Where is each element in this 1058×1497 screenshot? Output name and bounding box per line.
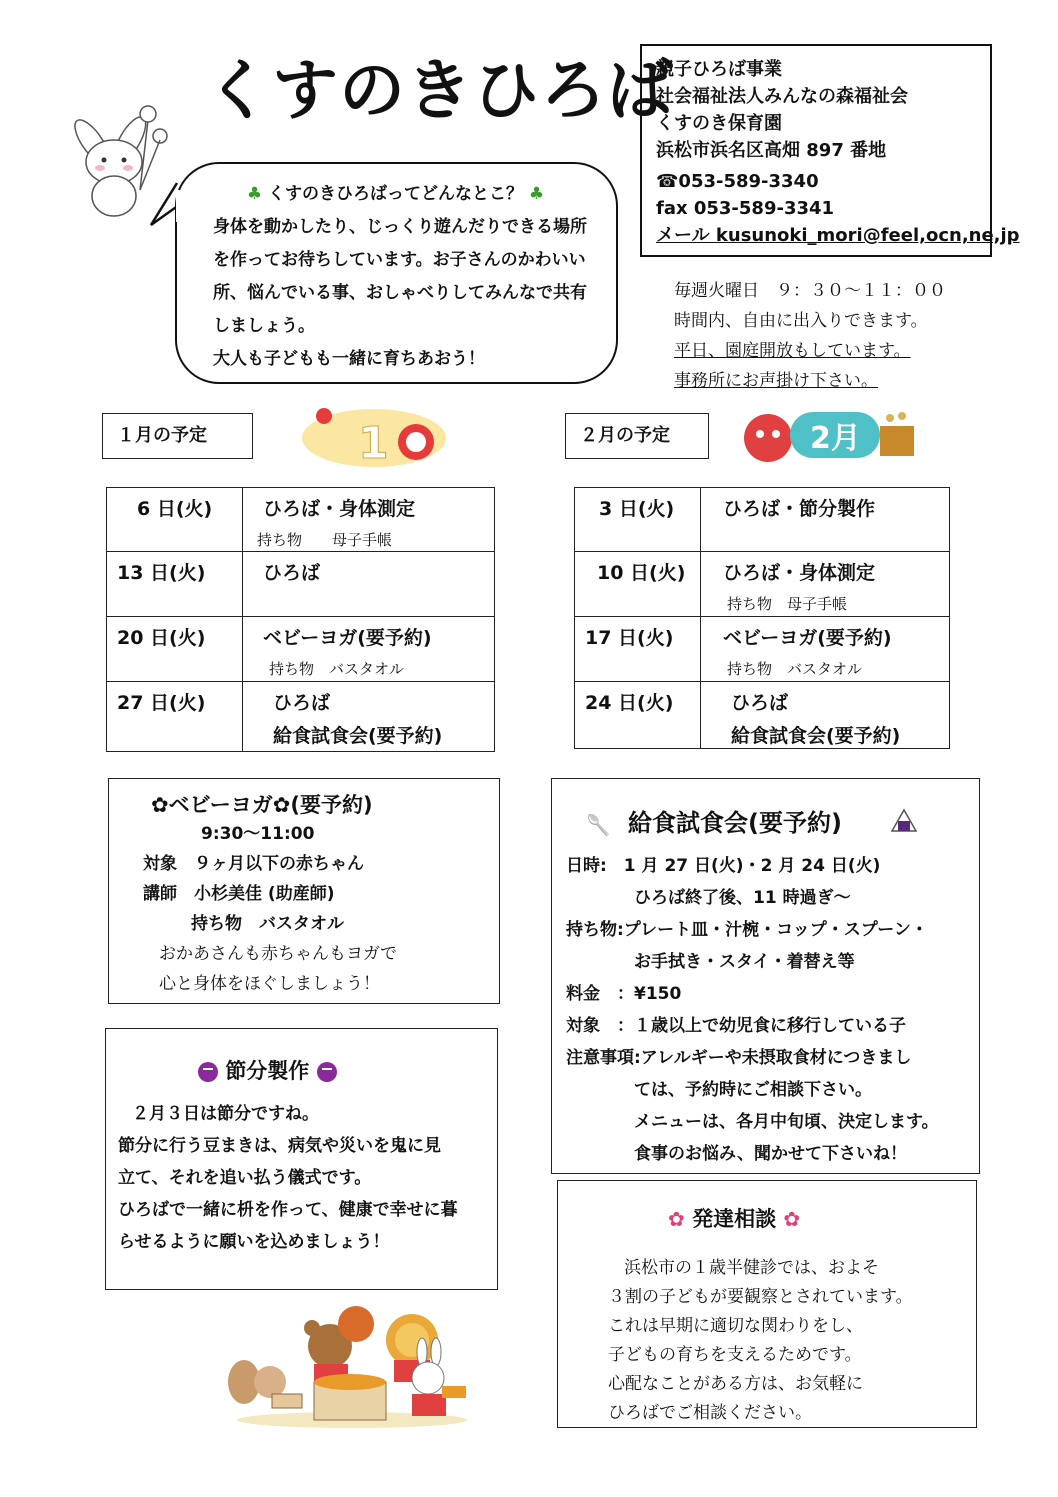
- consult-line: 心配なことがある方は、お気軽に: [608, 1374, 863, 1394]
- table-row: [107, 488, 495, 552]
- schedule-event: ひろば: [263, 562, 321, 584]
- schedule-note: 持ち物 母子手帳: [727, 595, 848, 613]
- january-badge: 1: [358, 418, 389, 468]
- setsubun-title: 節分製作: [225, 1059, 310, 1083]
- oni-mask-figure: [338, 1306, 374, 1342]
- clover-icon: ♣: [246, 184, 263, 204]
- schedule-date: 13 日(火): [107, 552, 243, 617]
- oni-icon: [198, 1062, 218, 1082]
- table-row: [575, 682, 950, 749]
- hours-line: 事務所にお声掛け下さい。: [674, 371, 878, 391]
- yoga-title-suffix: (要予約): [290, 793, 373, 817]
- intro-line: 大人も子どもも一緒に育ちあおう！: [213, 349, 485, 369]
- schedule-date: 17 日(火): [575, 617, 701, 682]
- intro-line: しましょう。: [213, 316, 315, 336]
- schedule-event: ベビーヨガ(要予約): [723, 627, 892, 649]
- yoga-items: 持ち物 バスタオル: [191, 914, 344, 934]
- schedule-event: ひろば・身体測定: [263, 498, 416, 520]
- hours-line: 平日、園庭開放もしています。: [674, 341, 911, 361]
- flower-icon: ✿: [151, 793, 169, 817]
- schedule-note: 持ち物 バスタオル: [727, 660, 863, 678]
- schedule-event: ベビーヨガ(要予約): [263, 627, 432, 649]
- consult-line: ひろばでご相談ください。: [608, 1403, 812, 1423]
- yoga-note: 心と身体をほぐしましょう！: [159, 974, 380, 994]
- org-corporation: 社会福祉法人みんなの森福祉会: [656, 86, 908, 107]
- consult-line: ３割の子どもが要観察とされています。: [608, 1287, 913, 1307]
- lunch-line: 対象 ：１歳以上で幼児食に移行している子: [566, 1016, 906, 1036]
- february-label: ２月の予定: [565, 413, 709, 459]
- org-address: 浜松市浜名区高畑 897 番地: [656, 140, 887, 161]
- org-email[interactable]: メール kusunoki_mori@feel,ocn,ne,jp: [656, 225, 1020, 246]
- lunch-trial-box: [551, 778, 980, 1174]
- schedule-event: ひろば: [731, 692, 789, 714]
- lunch-line: メニューは、各月中旬頃、決定します。: [566, 1112, 939, 1132]
- january-illustration: [300, 402, 448, 468]
- setsubun-box: [105, 1028, 498, 1290]
- oni-icon: [317, 1062, 337, 1082]
- hibiscus-icon: ✿: [783, 1207, 801, 1231]
- setsubun-line: 立て、それを追い払う儀式です。: [118, 1168, 372, 1188]
- table-row: [575, 552, 950, 617]
- yoga-title: ベビーヨガ: [168, 793, 273, 817]
- org-program: 親子ひろば事業: [656, 59, 782, 80]
- spoon-icon: 🥄: [586, 813, 611, 837]
- february-illustration: [740, 404, 922, 466]
- setsubun-animals-illustration: [222, 1300, 472, 1430]
- org-nursery: くすのき保育園: [656, 113, 782, 134]
- consult-line: 浜松市の１歳半健診では、およそ: [624, 1258, 879, 1278]
- lunch-line: 注意事項:アレルギーや未摂取食材につきまし: [566, 1048, 912, 1068]
- lunch-line: ひろば終了後、11 時過ぎ～: [566, 888, 851, 908]
- hours-line: 毎週火曜日 ９：３０～１１：００: [674, 281, 946, 301]
- schedule-date: 24 日(火): [575, 682, 701, 749]
- schedule-date: 6 日(火): [107, 488, 243, 552]
- baby-yoga-box: [108, 778, 500, 1004]
- opening-hours: [674, 276, 946, 396]
- intro-line: を作ってお待ちしています。お子さんのかわいい: [213, 250, 586, 270]
- bean-box: [314, 1374, 386, 1420]
- schedule-date: 20 日(火): [107, 617, 243, 682]
- schedule-event: ひろば・身体測定: [723, 562, 876, 584]
- intro-bubble: [175, 162, 618, 384]
- yoga-target: 対象 ９ヶ月以下の赤ちゃん: [143, 854, 364, 874]
- lunch-line: ては、予約時にご相談下さい。: [566, 1080, 872, 1100]
- consult-line: 子どもの育ちを支えるためです。: [608, 1345, 862, 1365]
- intro-heading: くすのきひろばってどんなとこ？: [268, 184, 523, 204]
- lunch-title: 給食試食会(要予約): [628, 809, 842, 837]
- rabbit-figure: [412, 1338, 466, 1416]
- yoga-note: おかあさんも赤ちゃんもヨガで: [159, 944, 397, 964]
- lunch-line: 料金 ：¥150: [566, 984, 682, 1004]
- table-row: [575, 617, 950, 682]
- yoga-teacher: 講師 小杉美佳 (助産師): [143, 884, 335, 904]
- schedule-note: 給食試食会(要予約): [273, 725, 443, 747]
- schedule-date: 10 日(火): [575, 552, 701, 617]
- schedule-date: 3 日(火): [575, 488, 701, 552]
- page-title: くすのきひろば: [205, 52, 674, 129]
- org-fax: fax 053-589-3341: [656, 198, 835, 219]
- lunch-line: 日時: 1 月 27 日(火)・2 月 24 日(火): [566, 856, 881, 876]
- schedule-date: 27 日(火): [107, 682, 243, 752]
- yoga-time: 9:30～11:00: [201, 824, 315, 844]
- lunch-line: 食事のお悩み、聞かせて下さいね！: [566, 1144, 908, 1164]
- schedule-note: 給食試食会(要予約): [731, 725, 901, 747]
- consult-line: これは早期に適切な関わりをし、: [608, 1316, 863, 1336]
- flower-icon: ✿: [272, 793, 291, 817]
- february-badge: 2月: [810, 421, 861, 456]
- lunch-line: 持ち物:プレート皿・汁椀・コップ・スプーン・: [566, 920, 928, 940]
- schedule-note: 持ち物 母子手帳: [257, 531, 393, 549]
- intro-line: 所、悩んでいる事、おしゃべりしてみんなで共有: [213, 283, 587, 303]
- setsubun-line: 節分に行う豆まきは、病気や災いを鬼に見: [118, 1136, 441, 1156]
- intro-line: 身体を動かしたり、じっくり遊んだりできる場所: [213, 217, 587, 237]
- table-row: [107, 617, 495, 682]
- hours-line: 時間内、自由に出入りできます。: [674, 311, 928, 331]
- clover-icon: ♣: [528, 184, 545, 204]
- org-phone: ☎053-589-3340: [656, 171, 819, 192]
- squirrel-figure: [228, 1360, 302, 1408]
- bubble-tail-join: [176, 190, 182, 222]
- development-consultation-box: [557, 1180, 977, 1428]
- january-schedule-table: [106, 487, 495, 752]
- schedule-event: ひろば・節分製作: [723, 498, 876, 520]
- table-row: [107, 682, 495, 752]
- consult-title: 発達相談: [692, 1207, 777, 1231]
- organization-info-box: [640, 44, 1020, 257]
- schedule-note: 持ち物 バスタオル: [269, 660, 405, 678]
- hibiscus-icon: ✿: [668, 1207, 685, 1231]
- schedule-event: ひろば: [273, 692, 331, 714]
- setsubun-line: らせるように願いを込めましょう！: [118, 1232, 390, 1252]
- february-schedule-table: [574, 487, 950, 749]
- onigiri-icon: [890, 807, 918, 835]
- setsubun-line: ひろばで一緒に枡を作って、健康で幸せに暮: [118, 1200, 458, 1220]
- table-row: [575, 488, 950, 552]
- lunch-line: お手拭き・スタイ・着替え等: [566, 952, 855, 972]
- january-label: １月の予定: [102, 413, 253, 459]
- setsubun-line: ２月３日は節分ですね。: [132, 1104, 319, 1124]
- table-row: [107, 552, 495, 617]
